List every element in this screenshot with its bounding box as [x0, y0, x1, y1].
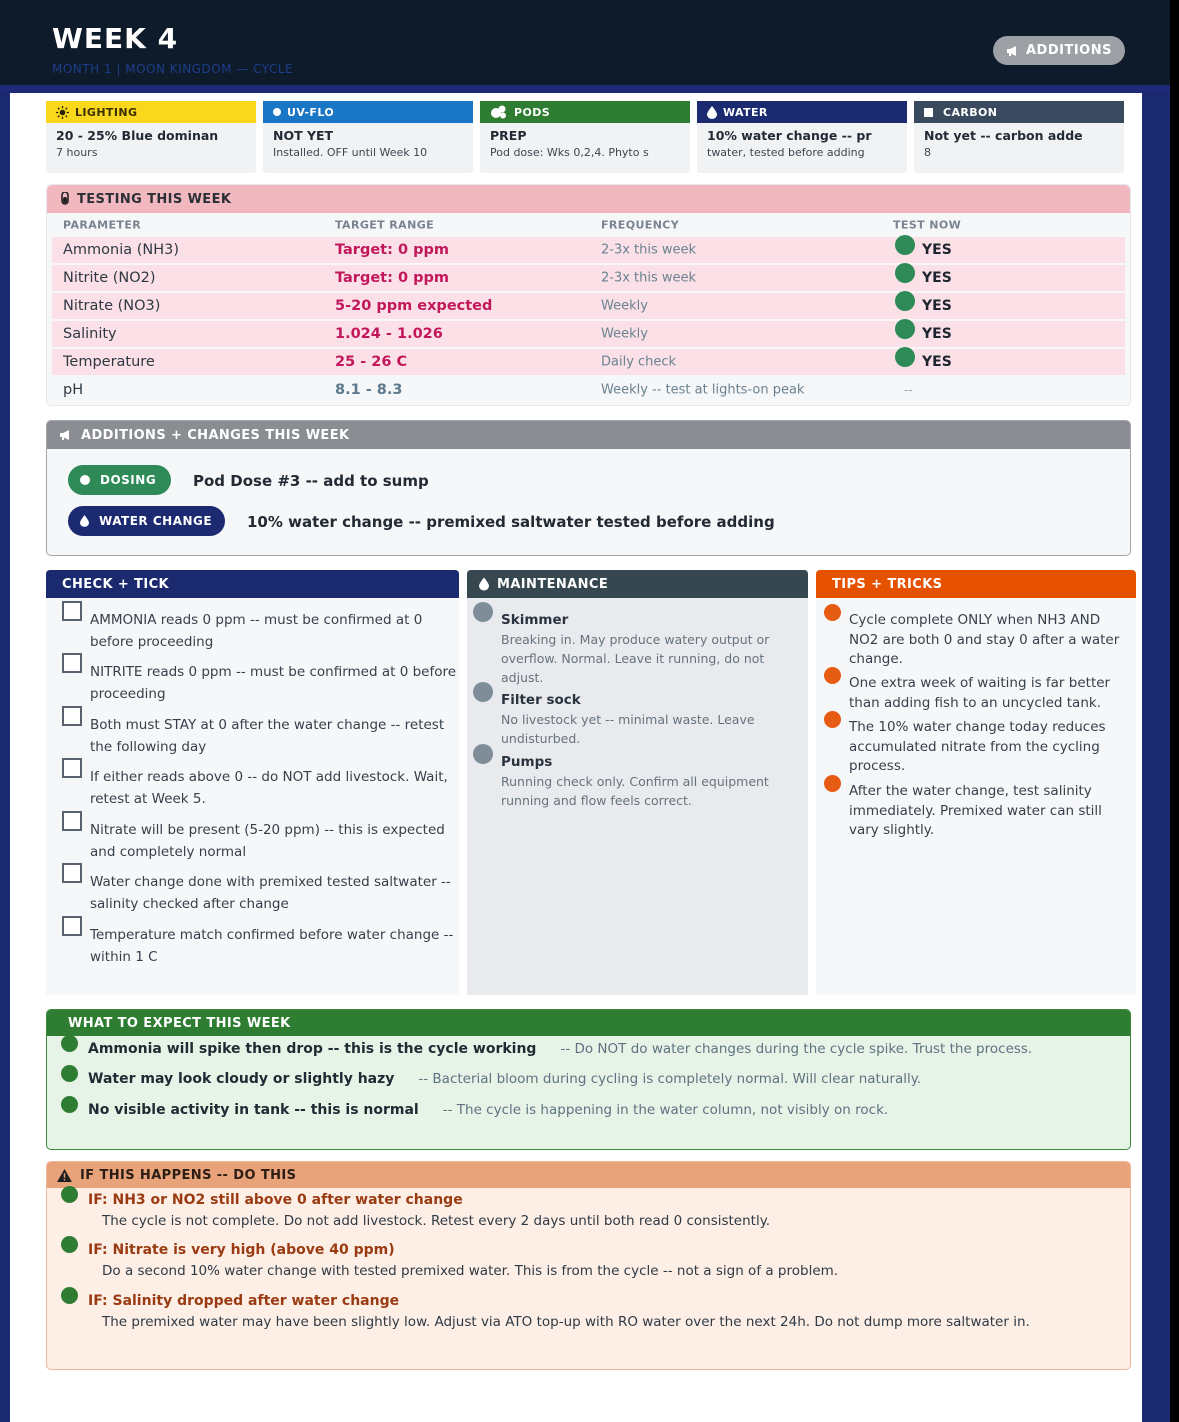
stat-note: twater, tested before adding [707, 146, 865, 159]
maintenance-item: Filter sock No livestock yet -- minimal waste. Leave undisturbed. [473, 690, 773, 748]
water-drop-icon [479, 577, 489, 591]
stat-note: Pod dose: Wks 0,2,4. Phyto s [490, 146, 649, 159]
maintenance-title: MAINTENANCE [497, 576, 609, 592]
if-item: IF: Nitrate is very high (above 40 ppm) Do a second 10% water change with tested premixed water. This is from the cycle -- not a sign of a problem. [61, 1242, 838, 1279]
table-row [52, 265, 1125, 291]
expect-item: Ammonia will spike then drop -- this is the cycle working -- Do NOT do water changes during the cycle spike. Trust the process. [61, 1041, 1032, 1057]
cell-test-now: YES [895, 324, 952, 344]
cell-frequency: Daily check [601, 354, 677, 370]
bullet-icon [473, 682, 493, 702]
dosing-tag[interactable]: DOSING [68, 465, 171, 495]
bullet-icon [824, 775, 841, 792]
testing-title: TESTING THIS WEEK [77, 191, 232, 207]
stat-note: 8 [924, 146, 931, 159]
bullet-icon [473, 602, 493, 622]
dot-icon [80, 475, 90, 485]
tips-header: TIPS + TRICKS [816, 570, 1136, 598]
cell-frequency: Weekly -- test at lights-on peak [601, 382, 805, 398]
bullet-icon [61, 1096, 78, 1113]
table-row [52, 377, 1125, 403]
bullet-icon [473, 744, 493, 764]
cell-target: 5-20 ppm expected [335, 298, 493, 314]
additions-button-label: ADDITIONS [1026, 43, 1112, 58]
checkbox[interactable] [62, 863, 82, 883]
cell-test-now: -- [904, 383, 913, 397]
status-dot-icon [895, 291, 915, 311]
water-change-tag[interactable]: WATER CHANGE [68, 506, 225, 536]
checklist-item[interactable]: Nitrate will be present (5-20 ppm) -- this is expected and completely normal [62, 819, 457, 863]
water-drop-icon [707, 106, 717, 119]
checklist-item[interactable]: NITRITE reads 0 ppm -- must be confirmed at 0 before proceeding [62, 661, 457, 705]
stat-label: PODS [514, 105, 551, 119]
water-drop-icon [80, 515, 89, 527]
cell-frequency: Weekly [601, 298, 648, 314]
cell-test-now: YES [895, 296, 952, 316]
tip-item: The 10% water change today reduces accumulated nitrate from the cycling process. [824, 718, 1124, 777]
additions-button[interactable] [993, 36, 1125, 65]
additions-panel [46, 420, 1131, 556]
cell-frequency: Weekly [601, 326, 648, 342]
stat-note: 7 hours [56, 146, 98, 159]
checkbox[interactable] [62, 601, 82, 621]
checkbox[interactable] [62, 706, 82, 726]
cell-parameter: Ammonia (NH3) [63, 242, 180, 258]
stat-note: Installed. OFF until Week 10 [273, 146, 428, 159]
stat-label: WATER [723, 105, 768, 119]
stat-value: NOT YET [273, 128, 334, 143]
status-dot-icon [895, 319, 915, 339]
maintenance-item: Pumps Running check only. Confirm all equipment running and flow feels correct. [473, 752, 773, 810]
cell-parameter: Temperature [63, 354, 155, 370]
megaphone-icon [59, 429, 73, 441]
cell-target: Target: 0 ppm [335, 270, 449, 286]
bullet-icon [824, 711, 841, 728]
table-row [52, 237, 1125, 263]
page-header [0, 0, 1170, 85]
table-row [52, 349, 1125, 375]
table-row [52, 293, 1125, 319]
status-dot-icon [895, 263, 915, 283]
bullet-icon [824, 667, 841, 684]
checklist-header: CHECK + TICK [46, 570, 459, 598]
square-icon [924, 108, 933, 117]
bullet-icon [61, 1287, 78, 1304]
checklist-item[interactable]: AMMONIA reads 0 ppm -- must be confirmed at 0 before proceeding [62, 609, 457, 653]
col-parameter: PARAMETER [63, 218, 142, 232]
stat-value: 10% water change -- pr [707, 128, 872, 143]
expect-item: No visible activity in tank -- this is normal -- The cycle is happening in the water column, not visibly on rock. [61, 1102, 888, 1118]
expect-title: WHAT TO EXPECT THIS WEEK [47, 1010, 1130, 1036]
page-subtitle: MONTH 1 | MOON KINGDOM — CYCLE [52, 62, 294, 76]
status-dot-icon [895, 347, 915, 367]
header-stripe [0, 85, 1170, 93]
bullet-icon [61, 1035, 78, 1052]
tips-panel [816, 570, 1136, 995]
stat-card-carbon [914, 101, 1124, 173]
checklist-panel [46, 570, 459, 995]
cell-parameter: Nitrate (NO3) [63, 298, 161, 314]
warning-icon [57, 1169, 72, 1182]
if-item: IF: Salinity dropped after water change The premixed water may have been slightly low. Adjust via ATO top-up with RO water over the next 24h. Do not dump more saltwater in. [61, 1293, 1030, 1330]
tip-item: Cycle complete ONLY when NH3 AND NO2 are both 0 and stay 0 after a water change. [824, 611, 1124, 670]
testing-columns [47, 213, 1130, 237]
cell-target: 1.024 - 1.026 [335, 326, 443, 342]
bullet-icon [61, 1065, 78, 1082]
pods-icon [490, 105, 508, 119]
checkbox[interactable] [62, 758, 82, 778]
cell-parameter: Salinity [63, 326, 117, 342]
checkbox[interactable] [62, 653, 82, 673]
water-change-text: 10% water change -- premixed saltwater tested before adding [247, 513, 775, 531]
bullet-icon [824, 604, 841, 621]
checklist-item[interactable]: Both must STAY at 0 after the water change -- retest the following day [62, 714, 457, 758]
cell-test-now: YES [895, 268, 952, 288]
cell-frequency: 2-3x this week [601, 270, 697, 286]
if-this-title: IF THIS HAPPENS -- DO THIS [80, 1167, 297, 1183]
checkbox[interactable] [62, 811, 82, 831]
stat-card-lighting [46, 101, 256, 173]
testing-panel [46, 184, 1131, 406]
checkbox[interactable] [62, 916, 82, 936]
col-target: TARGET RANGE [335, 218, 435, 232]
expect-item: Water may look cloudy or slightly hazy -- Bacterial bloom during cycling is completely normal. Will clear naturally. [61, 1071, 921, 1087]
cell-frequency: 2-3x this week [601, 242, 697, 258]
stat-card-pods [480, 101, 690, 173]
tip-item: After the water change, test salinity immediately. Premixed water can still vary slightly. [824, 782, 1124, 841]
stat-value: 20 - 25% Blue dominan [56, 128, 219, 143]
stat-value: Not yet -- carbon adde [924, 128, 1083, 143]
cell-test-now: YES [895, 240, 952, 260]
sun-icon [56, 106, 69, 119]
checklist-item[interactable]: Water change done with premixed tested saltwater -- salinity checked after change [62, 871, 457, 915]
cell-target: Target: 0 ppm [335, 242, 449, 258]
cell-parameter: Nitrite (NO2) [63, 270, 156, 286]
expect-panel [46, 1009, 1131, 1150]
stat-value: PREP [490, 128, 527, 143]
table-row [52, 321, 1125, 347]
col-frequency: FREQUENCY [601, 218, 680, 232]
bullet-icon [61, 1186, 78, 1203]
test-tube-icon [61, 192, 69, 206]
tip-item: One extra week of waiting is far better than adding fish to an uncycled tank. [824, 674, 1124, 713]
if-this-panel [46, 1161, 1131, 1370]
stat-label: CARBON [943, 105, 998, 119]
megaphone-icon [1006, 45, 1020, 57]
maintenance-panel [467, 570, 808, 995]
checklist-item[interactable]: Temperature match confirmed before water change -- within 1 C [62, 924, 457, 968]
stat-card-water [697, 101, 907, 173]
bullet-icon [61, 1236, 78, 1253]
if-item: IF: NH3 or NO2 still above 0 after water change The cycle is not complete. Do not add livestock. Retest every 2 days until both read 0 consistently. [61, 1192, 770, 1229]
page-title: WEEK 4 [52, 22, 179, 55]
cell-parameter: pH [63, 382, 84, 398]
dosing-text: Pod Dose #3 -- add to sump [193, 472, 429, 490]
stat-label: UV-FLO [287, 105, 335, 119]
stat-card-uv [263, 101, 473, 173]
dot-icon [273, 108, 281, 116]
cell-target: 25 - 26 C [335, 354, 408, 370]
cell-target: 8.1 - 8.3 [335, 382, 403, 398]
status-dot-icon [895, 235, 915, 255]
col-test-now: TEST NOW [893, 218, 962, 232]
stat-label: LIGHTING [75, 105, 138, 119]
checklist-item[interactable]: If either reads above 0 -- do NOT add livestock. Wait, retest at Week 5. [62, 766, 457, 810]
cell-test-now: YES [895, 352, 952, 372]
additions-title: ADDITIONS + CHANGES THIS WEEK [81, 427, 350, 443]
maintenance-item: Skimmer Breaking in. May produce watery output or overflow. Normal. Leave it running, do not adjust. [473, 610, 773, 687]
